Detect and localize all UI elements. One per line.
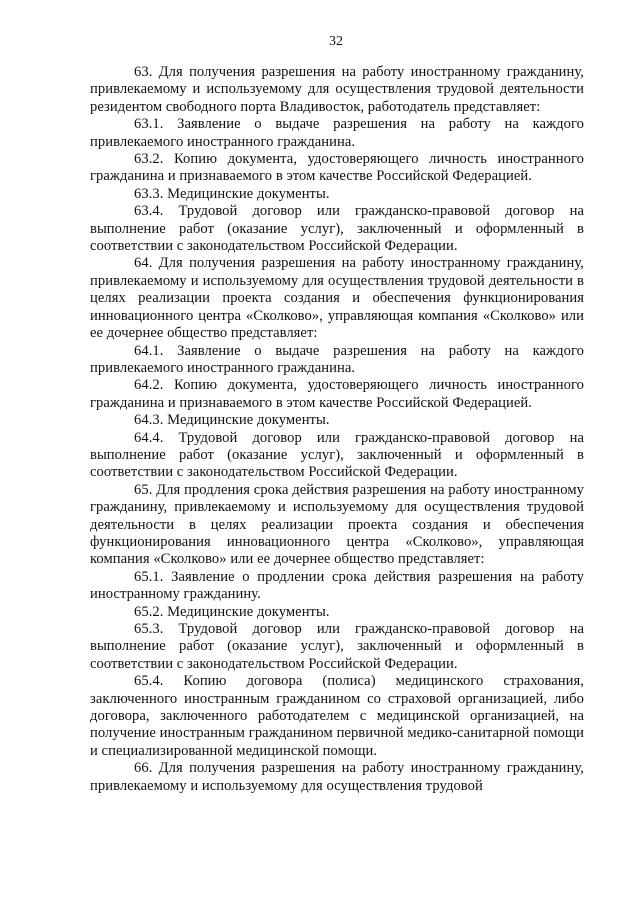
page-number: 32 [329, 34, 343, 49]
paragraph-64-4: 64.4. Трудовой договор или гражданско-правовой договор на выполнение работ (оказание услуг), заключенный и оформленный в соответствии с законодательством Российской Федерации. [90, 429, 584, 481]
paragraph-63-1: 63.1. Заявление о выдаче разрешения на работу на каждого привлекаемого иностранного гражданина. [90, 116, 584, 150]
paragraph-64-3: 64.3. Медицинские документы. [134, 412, 330, 429]
paragraph-65: 65. Для продления срока действия разрешения на работу иностранному гражданину, привлекаемому и используемому для осуществления трудовой деятельности в целях реализации проекта создания и обеспечения функционирования инновационного центра «Сколково», управляющая компания «Сколково» или ее дочернее общество представляет: [90, 481, 584, 568]
paragraph-64: 64. Для получения разрешения на работу иностранному гражданину, привлекаемому и используемому для осуществления трудовой деятельности в целях реализации проекта создания и обеспечения функционирования инновационного центра «Сколково», управляющая компания «Сколково» или ее дочернее общество представляет: [90, 255, 584, 342]
paragraph-64-1: 64.1. Заявление о выдаче разрешения на работу на каждого привлекаемого иностранного гражданина. [90, 342, 584, 376]
paragraph-63-4: 63.4. Трудовой договор или гражданско-правовой договор на выполнение работ (оказание услуг), заключенный и оформленный в соответствии с законодательством Российской Федерации. [90, 203, 584, 255]
paragraph-65-1: 65.1. Заявление о продлении срока действия разрешения на работу иностранному гражданину. [90, 568, 584, 603]
paragraph-65-4: 65.4. Копию договора (полиса) медицинского страхования, заключенного иностранным гражданином со страховой организацией, либо договора, заключенного работодателем с медицинской организацией, на получение иностранным гражданином первичной медико-санитарной помощи и специализированной медицинской помощи. [90, 673, 584, 759]
paragraph-65-3: 65.3. Трудовой договор или гражданско-правовой договор на выполнение работ (оказание услуг), заключенный и оформленный в соответствии с законодательством Российской Федерации. [90, 621, 584, 672]
paragraph-63: 63. Для получения разрешения на работу иностранному гражданину, привлекаемому и используемому для осуществления трудовой деятельности резидентом свободного порта Владивосток, работодатель представляет: [90, 64, 584, 115]
paragraph-65-2: 65.2. Медицинские документы. [134, 603, 330, 620]
paragraph-63-2: 63.2. Копию документа, удостоверяющего личность иностранного гражданина и признаваемого в этом качестве Российской Федерацией. [90, 151, 584, 185]
paragraph-63-3: 63.3. Медицинские документы. [134, 185, 330, 202]
document-body [90, 64, 584, 795]
paragraph-66: 66. Для получения разрешения на работу иностранному гражданину, привлекаемому и используемому для осуществления трудовой [90, 760, 584, 794]
paragraph-64-2: 64.2. Копию документа, удостоверяющего личность иностранного гражданина и признаваемого в этом качестве Российской Федерацией. [90, 377, 584, 411]
